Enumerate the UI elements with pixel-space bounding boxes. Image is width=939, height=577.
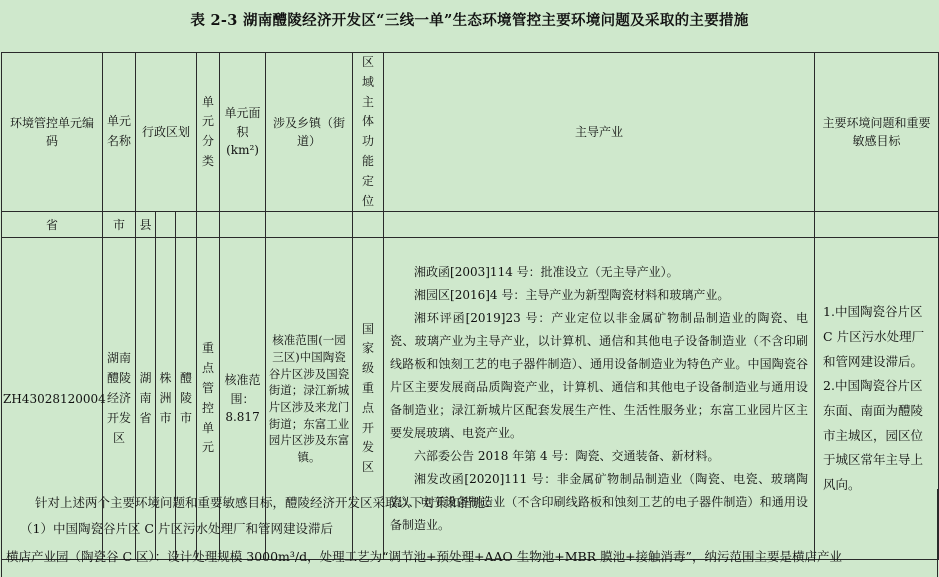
measures-intro: 针对上述两个主要环境问题和重要敏感目标，醴陵经济开发区采取以下对策和措施： bbox=[35, 495, 498, 510]
issue-1: 1.中国陶瓷谷片区 C 片区污水处理厂和管网建设滞后。 bbox=[823, 304, 925, 369]
industry-paragraph-3: 湘环评函[2019]23 号：产业定位以非金属矿物制品制造业的陶瓷、电瓷、玻璃产业为主导产业，以计算机、通信和其他电子设备制造业（不含印刷线路板和蚀刻工艺的电子器件制造）、通用设备制造业为特色产业。中国陶瓷谷片区主要发展商品质陶瓷产业，计算机、通信和其他电子设备制造业与通用设备制造业；渌江新城片区配套发展生产性、生活性服务业；东富工业园片区主要发展玻璃、电瓷产业。 bbox=[390, 310, 809, 440]
header-admin: 行政区划 bbox=[136, 53, 197, 212]
cell-code: ZH43028120004 bbox=[2, 238, 103, 560]
subheader-blank-6 bbox=[353, 212, 384, 238]
header-issues: 主要环境问题和重要敏感目标 bbox=[815, 53, 939, 212]
cell-area: 核准范围：8.817 bbox=[220, 238, 266, 560]
header-unit-type: 单元分类 bbox=[197, 53, 220, 212]
cell-function: 国家级重点开发区 bbox=[353, 238, 384, 560]
header-name: 单元名称 bbox=[103, 53, 136, 212]
measure-detail-1: 横店产业园（陶瓷谷 C 区）：设计处理规模 3000m³/d，处理工艺为“调节池+预处理+AAO 生物池+MBR 膜池+接触消毒”，纳污范围主要是横店产业 bbox=[6, 549, 842, 564]
subheader-county: 县 bbox=[136, 212, 156, 238]
subheader-blank-5 bbox=[266, 212, 353, 238]
subheader-blank-8 bbox=[815, 212, 939, 238]
measure-heading-1: （1）中国陶瓷谷片区 C 片区污水处理厂和管网建设滞后 bbox=[20, 521, 333, 536]
subheader-row bbox=[2, 212, 939, 238]
cell-towns: 核准范围(一园三区)中国陶瓷谷片区涉及国瓷街道；渌江新城片区涉及来龙门街道；东富工业园片区涉及东富镇。 bbox=[266, 238, 353, 560]
cell-unit-type: 重点管控单元 bbox=[197, 238, 220, 560]
subheader-city: 市 bbox=[103, 212, 136, 238]
header-towns: 涉及乡镇（街道） bbox=[266, 53, 353, 212]
industry-paragraph-5: 湘发改函[2020]111 号：非金属矿物制品制造业（陶瓷、电瓷、玻璃陶瓷）、电子设备制造业（不含印刷线路板和蚀刻工艺的电子器件制造）和通用设备制造业。 bbox=[390, 471, 809, 533]
industry-paragraph-2: 湘园区[2016]4 号：主导产业为新型陶瓷材料和玻璃产业。 bbox=[414, 287, 730, 302]
measures-section bbox=[1, 489, 938, 577]
header-area: 单元面积(km²) bbox=[220, 53, 266, 212]
cell-city: 株洲市 bbox=[156, 238, 176, 560]
subheader-province: 省 bbox=[2, 212, 103, 238]
cell-province: 湖南省 bbox=[136, 238, 156, 560]
environment-control-table bbox=[1, 52, 939, 560]
header-industry: 主导产业 bbox=[384, 53, 815, 212]
issue-2: 2.中国陶瓷谷片区东面、南面为醴陵市主城区，园区位于城区常年主导上风向。 bbox=[823, 378, 924, 492]
subheader-blank-1 bbox=[156, 212, 176, 238]
subheader-blank-3 bbox=[197, 212, 220, 238]
header-row bbox=[2, 53, 939, 212]
header-function: 区域主体功能定位 bbox=[353, 53, 384, 212]
cell-county: 醴陵市 bbox=[176, 238, 197, 560]
subheader-blank-2 bbox=[176, 212, 197, 238]
subheader-blank-4 bbox=[220, 212, 266, 238]
cell-name: 湖南醴陵经济开发区 bbox=[103, 238, 136, 560]
table-caption: 表 2-3 湖南醴陵经济开发区“三线一单”生态环境管控主要环境问题及采取的主要措施 bbox=[190, 12, 749, 29]
industry-paragraph-4: 六部委公告 2018 年第 4 号：陶瓷、交通装备、新材料。 bbox=[414, 448, 720, 463]
subheader-blank-7 bbox=[384, 212, 815, 238]
header-code: 环境管控单元编码 bbox=[2, 53, 103, 212]
industry-paragraph-1: 湘政函[2003]114 号：批准设立（无主导产业）。 bbox=[414, 264, 679, 279]
